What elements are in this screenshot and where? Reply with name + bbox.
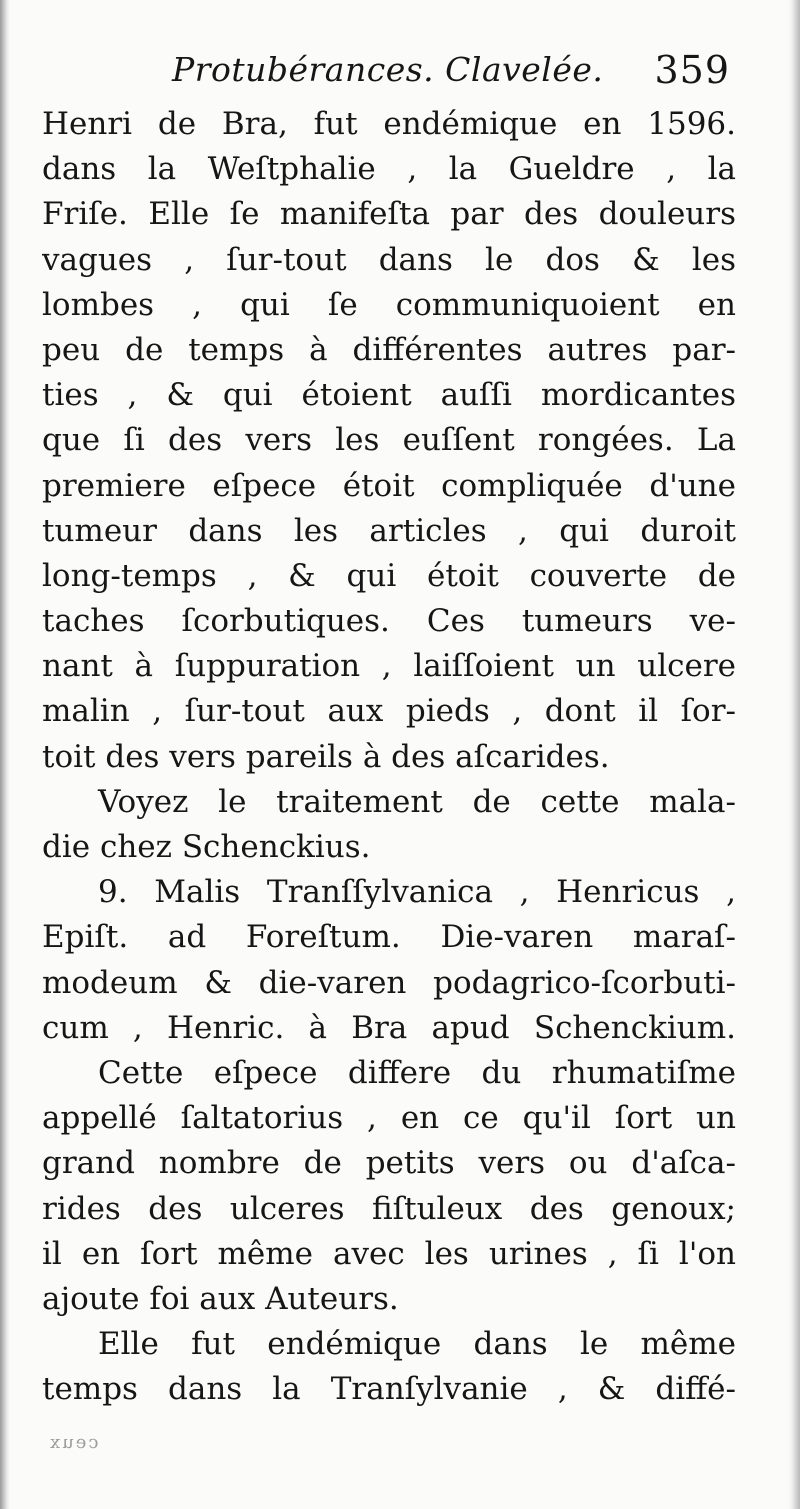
text-line: que ſi des vers les euſſent rongées. La	[42, 422, 736, 459]
text-line: Friſe. Elle ſe manifeſta par des douleurs	[42, 196, 736, 233]
text-line: rides des ulceres fiſtuleux des genoux;	[42, 1190, 736, 1227]
text-line: il en ſort même avec les urines , ſi l'on	[42, 1235, 736, 1272]
text-line: premiere eſpece étoit compliquée d'une	[42, 467, 736, 504]
page-number: 359	[654, 48, 730, 92]
page-edge-right	[788, 0, 800, 1509]
text-line: ajoute foi aux Auteurs.	[42, 1280, 399, 1317]
page-edge-left	[0, 0, 10, 1509]
text-line: die chez Schenckius.	[42, 829, 371, 865]
text-line: nant à ſuppuration , laiſſoient un ulcere	[42, 648, 736, 685]
running-head: Protubérances. Clavelée.	[172, 50, 604, 89]
paragraph-first-line: Voyez le traitement de cette mala-	[98, 783, 736, 820]
text-line: tumeur dans les articles , qui duroit	[42, 512, 736, 549]
text-line: taches ſcorbutiques. Ces tumeurs ve-	[42, 603, 736, 640]
paragraph-first-line: Elle fut endémique dans le même	[98, 1326, 736, 1363]
text-line: Henri de Bra, fut endémique en 1596.	[42, 106, 736, 142]
paragraph-first-line: 9. Malis Tranſſylvanica , Henricus ,	[98, 874, 736, 911]
page-header	[40, 46, 760, 106]
text-line: lombes , qui ſe communiquoient en	[42, 286, 736, 323]
text-line: dans la Weſtphalie , la Gueldre , la	[42, 151, 736, 188]
text-line: modeum & die-varen podagrico-ſcorbuti-	[42, 964, 736, 1001]
text-line: toit des vers pareils à des aſcarides.	[42, 738, 610, 775]
catchword-bleedthrough: ceux	[48, 1432, 99, 1453]
text-line: appellé ſaltatorius , en ce qu'il ſort un	[42, 1100, 736, 1137]
text-line: vagues , ſur-tout dans le dos & les	[42, 241, 736, 278]
text-line: cum , Henric. à Bra apud Schenckium.	[42, 1009, 736, 1046]
text-line: ties , & qui étoient auſſi mordicantes	[42, 377, 736, 414]
text-line: peu de temps à différentes autres par-	[42, 331, 736, 368]
text-line: long-temps , & qui étoit couverte de	[42, 557, 736, 594]
text-line: temps dans la Tranſylvanie , & diffé-	[42, 1371, 736, 1408]
text-line: malin , ſur-tout aux pieds , dont il ſor-	[42, 693, 736, 730]
body-text	[42, 102, 736, 1412]
text-line: grand nombre de petits vers ou d'aſca-	[42, 1145, 736, 1182]
paragraph-first-line: Cette eſpece differe du rhumatiſme	[98, 1054, 736, 1091]
text-line: Epiſt. ad Foreſtum. Die-varen maraſ-	[42, 919, 736, 956]
